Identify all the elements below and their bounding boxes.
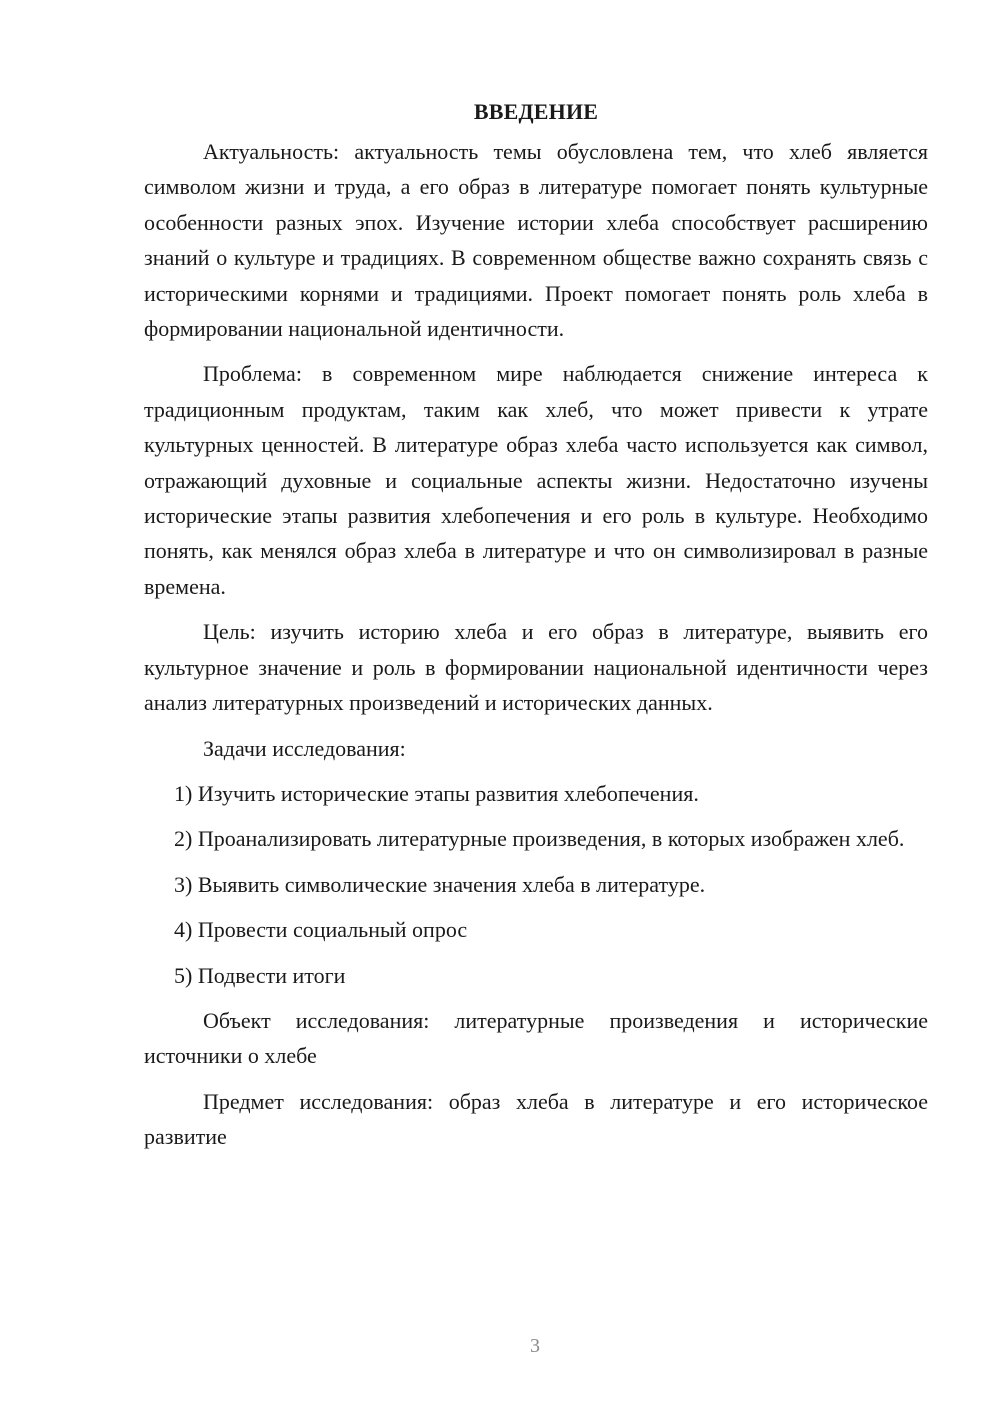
paragraph-goal: Цель: изучить историю хлеба и его образ в литературе, выявить его культурное значение и роль в формировании национальной идентичности через анализ литературных произведений и исторических данных. [144,619,928,716]
paragraph-object: Объект исследования: литературные произведения и исторические источники о хлебе [144,1007,928,1069]
task-item-5: 5) Подвести итоги [174,962,346,988]
task-item-2: 2) Проанализировать литературные произведения, в которых изображен хлеб. [174,826,905,852]
page-number: 3 [530,1335,540,1357]
paragraph-problem: Проблема: в современном мире наблюдается снижение интереса к традиционным продуктам, таким как хлеб, что может привести к утрате культурных ценностей. В литературе образ хлеба часто используется как символ, отражающий духовные и социальные аспекты жизни. Недостаточно изучены исторические этапы развития хлебопечения и его роль в культуре. Необходимо понять, как менялся образ хлеба в литературе и что он символизировал в разные времена. [144,361,928,599]
task-item-1: 1) Изучить исторические этапы развития хлебопечения. [174,780,699,806]
page-title: ВВЕДЕНИЕ [473,99,599,124]
task-item-3: 3) Выявить символические значения хлеба в литературе. [174,871,706,897]
page-content [144,94,928,1165]
tasks-heading: Задачи исследования: [203,735,406,761]
paragraph-relevance: Актуальность: актуальность темы обусловлена тем, что хлеб является символом жизни и труда, а его образ в литературе помогает понять культурные особенности разных эпох. Изучение истории хлеба способствует расширению знаний о культуре и традициях. В современном обществе важно сохранять связь с историческими корнями и традициями. Проект помогает понять роль хлеба в формировании национальной идентичности. [144,139,928,342]
paragraph-subject: Предмет исследования: образ хлеба в литературе и его историческое развитие [144,1088,928,1150]
task-item-4: 4) Провести социальный опрос [174,917,468,943]
